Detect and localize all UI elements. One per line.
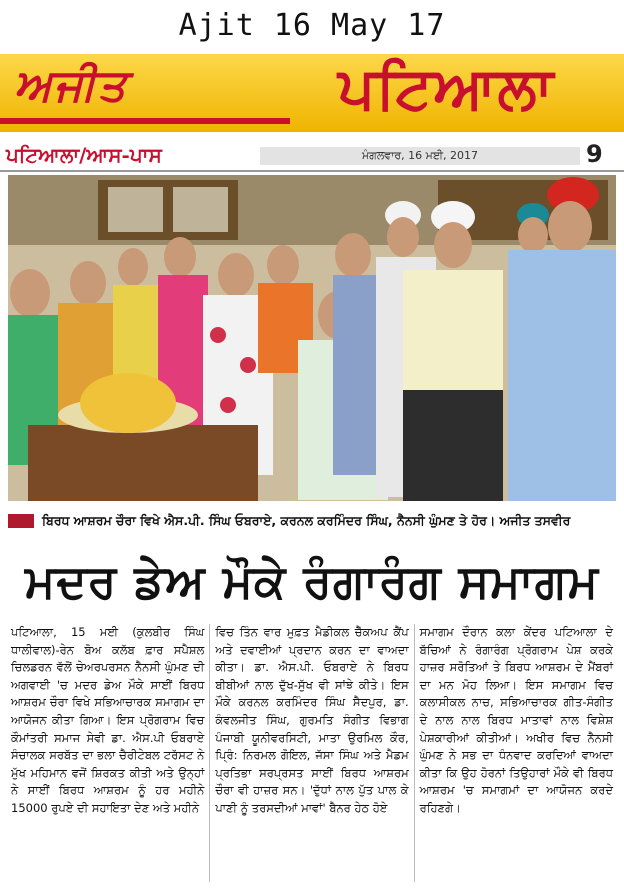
- section-title: ਪਟਿਆਲਾ/ਆਸ-ਪਾਸ: [6, 143, 162, 167]
- clipping-label: Ajit 16 May 17: [178, 7, 446, 43]
- section-header: [0, 140, 624, 172]
- article-headline: ਮਦਰ ਡੇਅ ਮੌਕੇ ਰੰਗਾਰੰਗ ਸਮਾਗਮ: [25, 554, 599, 608]
- article-column: ਸਮਾਗਮ ਦੌਰਾਨ ਕਲਾ ਕੇਂਦਰ ਪਟਿਆਲਾ ਦੇ ਬੱਚਿਆਂ ਨੇ ਰੰਗਾਰੰਗ ਪ੍ਰੋਗਰਾਮ ਪੇਸ਼ ਕਰਕੇ ਹਾਜ਼ਰ ਸਰੋਤਿਆਂ ਤੇ ਬਿਰਧ ਆਸ਼ਰਮ ਦੇ ਮੈਂਬਰਾਂ ਦਾ ਮਨ ਮੋਹ ਲਿਆ। ਇਸ ਸਮਾਗਮ ਵਿਚ ਕਲਾਸੀਕਲ ਨਾਚ, ਸਭਿਆਚਾਰਕ ਗੀਤ-ਸੰਗੀਤ ਦੇ ਨਾਲ ਨਾਲ ਬਿਰਧ ਮਾਤਾਵਾਂ ਨਾਲ ਵਿਸ਼ੇਸ਼ ਪੇਸ਼ਕਾਰੀਆਂ ਕੀਤੀਆਂ। ਅਖੀਰ ਵਿਚ ਨੈਨਸੀ ਘੁੰਮਣ ਨੇ ਸਭ ਦਾ ਧੰਨਵਾਦ ਕਰਦਿਆਂ ਵਾਅਦਾ ਕੀਤਾ ਕਿ ਉਹ ਹੋਰਨਾਂ ਤਿਉਹਾਰਾਂ ਮੌਕੇ ਵੀ ਬਿਰਧ ਆਸ਼ਰਮ 'ਚ ਸਮਾਗਮਾਂ ਦਾ ਆਯੋਜਨ ਕਰਦੇ ਰਹਿਣਗੇ।: [414, 624, 618, 882]
- patiala-edition-logo: ਪਟਿਆਲਾ: [338, 54, 555, 122]
- article-column: ਵਿਚ ਤਿੰਨ ਵਾਰ ਮੁਫ਼ਤ ਮੈਡੀਕਲ ਚੈੱਕਅਪ ਕੈਂਪ ਅਤੇ ਦਵਾਈਆਂ ਪ੍ਰਦਾਨ ਕਰਨ ਦਾ ਵਾਅਦਾ ਕੀਤਾ। ਡਾ. ਐਸ.ਪੀ. ਓਬਰਾਏ ਨੇ ਬਿਰਧ ਬੀਬੀਆਂ ਨਾਲ ਦੁੱਖ-ਸੁੱਖ ਵੀ ਸਾਂਝੇ ਕੀਤੇ। ਇਸ ਮੌਕੇ ਕਰਨਲ ਕਰਮਿੰਦਰ ਸਿੰਘ ਸੈਦਪੁਰ, ਡਾ. ਕੰਵਲਜੀਤ ਸਿੰਘ, ਗੁਰਮਤਿ ਸੰਗੀਤ ਵਿਭਾਗ ਪੰਜਾਬੀ ਯੂਨੀਵਰਸਿਟੀ, ਮਾਤਾ ਉਰਮਿਲ ਕੌਰ, ਪ੍ਰਿੰ: ਨਿਰਮਲ ਗੋਇਲ, ਜੱਸਾ ਸਿੰਘ ਅਤੇ ਮੈਡਮ ਪ੍ਰਤਿਭਾ ਸਰਪ੍ਰਸਤ ਸਾਈਂ ਬਿਰਧ ਆਸ਼ਰਮ ਚੌਰਾ ਵੀ ਹਾਜ਼ਰ ਸਨ। 'ਦੁੱਧਾਂ ਨਾਲ ਪੁੱਤ ਪਾਲ ਕੇ ਪਾਣੀ ਨੂੰ ਤਰਸਦੀਆਂ ਮਾਵਾਂ' ਬੈਨਰ ਹੇਠ ਹੋਏ: [209, 624, 413, 882]
- article-column: ਪਟਿਆਲਾ, 15 ਮਈ (ਕੁਲਬੀਰ ਸਿੰਘ ਧਾਲੀਵਾਲ)-ਰੇਨ ਬੋਅ ਕਲੱਬ ਫ਼ਾਰ ਸਪੈਸ਼ਲ ਚਿਲਡਰਨ ਵੱਲੋਂ ਚੇਅਰਪਰਸਨ ਨੈਨਸੀ ਘੁੰਮਣ ਦੀ ਅਗਵਾਈ 'ਚ ਮਦਰ ਡੇਅ ਮੌਕੇ ਸਾਈਂ ਬਿਰਧ ਆਸ਼ਰਮ ਚੌਰਾ ਵਿਖੇ ਸਭਿਆਚਾਰਕ ਸਮਾਗਮ ਦਾ ਆਯੋਜਨ ਕੀਤਾ ਗਿਆ। ਇਸ ਪ੍ਰੋਗਰਾਮ ਵਿਚ ਕੌਮਾਂਤਰੀ ਸਮਾਜ ਸੇਵੀ ਡਾ. ਐਸ.ਪੀ ਓਬਰਾਏ ਸੰਚਾਲਕ ਸਰਬੱਤ ਦਾ ਭਲਾ ਚੈਰੀਟੇਬਲ ਟਰੱਸਟ ਨੇ ਮੁੱਖ ਮਹਿਮਾਨ ਵਜੋਂ ਸ਼ਿਰਕਤ ਕੀਤੀ ਅਤੇ ਉਨ੍ਹਾਂ ਨੇ ਸਾਈਂ ਬਿਰਧ ਆਸ਼ਰਮ ਨੂੰ ਹਰ ਮਹੀਨੇ 15000 ਰੁਪਏ ਦੀ ਸਹਾਇਤਾ ਦੇਣ ਅਤੇ ਮਹੀਨੇ: [11, 625, 205, 815]
- newspaper-masthead: [0, 54, 624, 132]
- page-number: 9: [586, 140, 603, 168]
- article-body: [6, 624, 618, 882]
- group-photo-illustration: [8, 175, 616, 501]
- clipping-label-bar: [0, 0, 624, 50]
- news-photo: [8, 175, 616, 501]
- photo-caption: ਬਿਰਧ ਆਸ਼ਰਮ ਚੌਰਾ ਵਿਖੇ ਐਸ.ਪੀ. ਸਿੰਘ ਓਬਰਾਏ, ਕਰਨਲ ਕਰਮਿੰਦਰ ਸਿੰਘ, ਨੈਨਸੀ ਘੁੰਮਣ ਤੇ ਹੋਰ। ਅਜੀਤ ਤਸਵੀਰ: [42, 513, 571, 528]
- issue-date: ਮੰਗਲਵਾਰ, 16 ਮਈ, 2017: [260, 147, 580, 165]
- logo-underline: [0, 118, 290, 124]
- ajit-logo: ਅਜੀਤ: [14, 60, 128, 111]
